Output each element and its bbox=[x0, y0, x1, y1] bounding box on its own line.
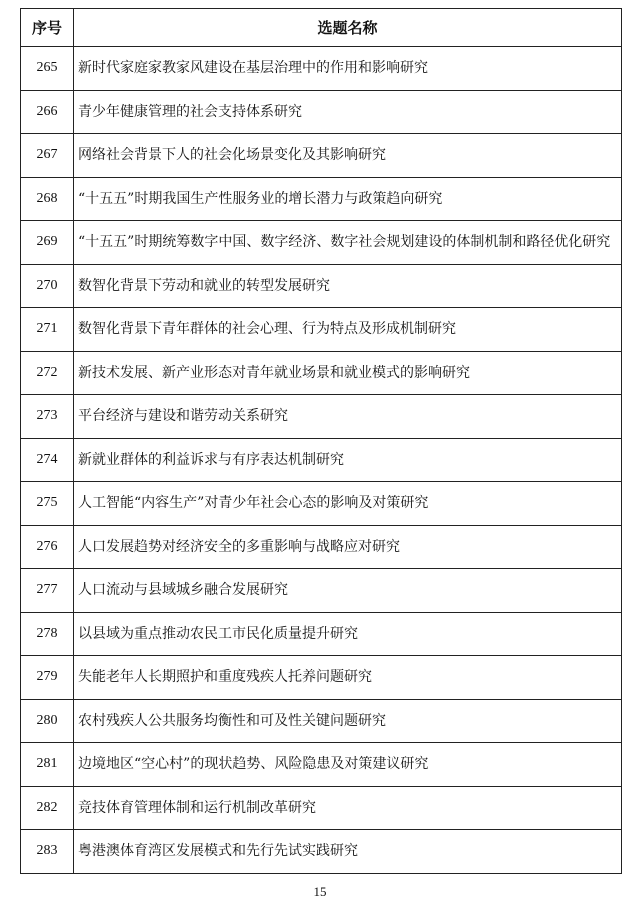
row-title: 数智化背景下劳动和就业的转型发展研究 bbox=[74, 264, 622, 308]
row-number: 273 bbox=[21, 395, 74, 439]
row-title: “十五五”时期我国生产性服务业的增长潜力与政策趋向研究 bbox=[74, 177, 622, 221]
table-row bbox=[21, 395, 622, 439]
table-row bbox=[21, 830, 622, 874]
header-number: 序号 bbox=[21, 9, 74, 47]
row-number: 277 bbox=[21, 569, 74, 613]
table-row bbox=[21, 351, 622, 395]
row-title: 新就业群体的利益诉求与有序表达机制研究 bbox=[74, 438, 622, 482]
table-header-row bbox=[21, 9, 622, 47]
table-row bbox=[21, 525, 622, 569]
row-title: 边境地区“空心村”的现状趋势、风险隐患及对策建议研究 bbox=[74, 743, 622, 787]
row-number: 279 bbox=[21, 656, 74, 700]
row-number: 267 bbox=[21, 134, 74, 178]
table-row bbox=[21, 656, 622, 700]
row-number: 270 bbox=[21, 264, 74, 308]
table-row bbox=[21, 569, 622, 613]
row-number: 274 bbox=[21, 438, 74, 482]
row-title: 失能老年人长期照护和重度残疾人托养问题研究 bbox=[74, 656, 622, 700]
table-row bbox=[21, 612, 622, 656]
row-title: 新技术发展、新产业形态对青年就业场景和就业模式的影响研究 bbox=[74, 351, 622, 395]
row-title: 人工智能“内容生产”对青少年社会心态的影响及对策研究 bbox=[74, 482, 622, 526]
topics-table bbox=[20, 8, 622, 874]
row-number: 276 bbox=[21, 525, 74, 569]
table-row bbox=[21, 134, 622, 178]
row-title: 农村残疾人公共服务均衡性和可及性关键问题研究 bbox=[74, 699, 622, 743]
row-title: 青少年健康管理的社会支持体系研究 bbox=[74, 90, 622, 134]
row-title: 新时代家庭家教家风建设在基层治理中的作用和影响研究 bbox=[74, 47, 622, 91]
row-title: 粤港澳体育湾区发展模式和先行先试实践研究 bbox=[74, 830, 622, 874]
table-row bbox=[21, 90, 622, 134]
row-number: 266 bbox=[21, 90, 74, 134]
page-number: 15 bbox=[313, 884, 327, 899]
row-number: 272 bbox=[21, 351, 74, 395]
row-title: “十五五”时期统筹数字中国、数字经济、数字社会规划建设的体制机制和路径优化研究 bbox=[74, 221, 622, 265]
row-number: 281 bbox=[21, 743, 74, 787]
row-number: 268 bbox=[21, 177, 74, 221]
row-number: 275 bbox=[21, 482, 74, 526]
table-row bbox=[21, 482, 622, 526]
table-row bbox=[21, 177, 622, 221]
row-title: 数智化背景下青年群体的社会心理、行为特点及形成机制研究 bbox=[74, 308, 622, 352]
header-title: 选题名称 bbox=[74, 9, 622, 47]
row-title: 以县域为重点推动农民工市民化质量提升研究 bbox=[74, 612, 622, 656]
row-number: 269 bbox=[21, 221, 74, 265]
row-title: 网络社会背景下人的社会化场景变化及其影响研究 bbox=[74, 134, 622, 178]
table-row bbox=[21, 221, 622, 265]
row-number: 278 bbox=[21, 612, 74, 656]
row-title: 人口发展趋势对经济安全的多重影响与战略应对研究 bbox=[74, 525, 622, 569]
row-number: 283 bbox=[21, 830, 74, 874]
row-title: 平台经济与建设和谐劳动关系研究 bbox=[74, 395, 622, 439]
row-number: 282 bbox=[21, 786, 74, 830]
table-row bbox=[21, 786, 622, 830]
table-row bbox=[21, 47, 622, 91]
row-number: 271 bbox=[21, 308, 74, 352]
table-row bbox=[21, 699, 622, 743]
row-title: 人口流动与县域城乡融合发展研究 bbox=[74, 569, 622, 613]
table-row bbox=[21, 264, 622, 308]
row-number: 265 bbox=[21, 47, 74, 91]
row-number: 280 bbox=[21, 699, 74, 743]
row-title: 竞技体育管理体制和运行机制改革研究 bbox=[74, 786, 622, 830]
table-row bbox=[21, 438, 622, 482]
table-row bbox=[21, 308, 622, 352]
table-row bbox=[21, 743, 622, 787]
